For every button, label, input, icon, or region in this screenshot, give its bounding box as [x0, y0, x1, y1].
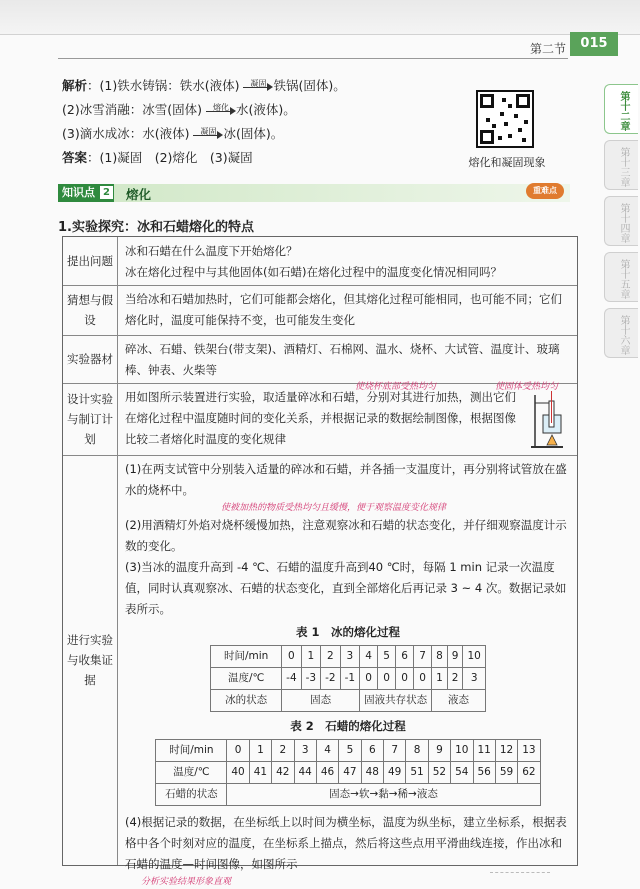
- analysis-block: [62, 74, 442, 170]
- row-design: [63, 383, 577, 456]
- row-hypothesis: [63, 285, 577, 336]
- experiment-title: 1.实验探究：冰和石蜡熔化的特点: [58, 220, 254, 235]
- conduct-note-1: 使被加热的物质受热均匀且缓慢，便于观察温度变化规律: [221, 503, 447, 513]
- answer-label: 答案: [62, 150, 88, 165]
- arrow-icon: 凝固: [243, 82, 273, 92]
- row-label: 进行实验与收集证据: [63, 455, 118, 865]
- hypothesis-text: 当给冰和石蜡加热时，它们可能都会熔化，但其熔化过程可能相同，也可能不同；它们熔化时，温度可能保持不变，也可能发生变化: [125, 292, 562, 327]
- paraffin-melting-table: [155, 739, 540, 806]
- arrow-icon: 凝固: [193, 130, 223, 140]
- chapter-tab-15[interactable]: 第十五章: [604, 252, 638, 302]
- conduct-step-4: (4)根据记录的数据，在坐标纸上以时间为横坐标，温度为纵坐标，建立坐标系，根据表格中各个时刻对应的温度，在坐标系上描点，然后将这些点用平滑曲线连接，作出冰和石蜡的温度—时间图像，如图所示: [125, 815, 567, 871]
- conduct-step-3: (3)当冰的温度升高到 -4 ℃、石蜡的温度升高到40 ℃时，每隔 1 min 记录一次温度值，同时认真观察冰、石蜡的状态变化，直到全部熔化后再记录 3 ~ 4 次。数据记录如表所示。: [125, 560, 567, 616]
- row-label: 实验器材: [63, 335, 118, 383]
- knowledge-point-title: 熔化: [126, 187, 152, 202]
- chapter-tab-14[interactable]: 第十四章: [604, 196, 638, 246]
- conduct-step-1: (1)在两支试管中分别装入适量的碎冰和石蜡，并各插一支温度计，再分别将试管放在盛水的烧杯中。: [125, 462, 567, 497]
- row-question: [63, 237, 577, 286]
- key-difficulty-badge: 重难点: [526, 183, 564, 199]
- design-text: 用如图所示装置进行实验，取适量碎冰和石蜡，分别对其进行加热，测出它们在熔化过程中温度随时间的变化关系，并根据记录的数据绘制图像，根据图像比较二者熔化时温度的变化规律: [125, 390, 516, 446]
- table-row: 温度/℃ 40 41 42 44 46 47 48 49 51 52 54 56 59 62: [156, 762, 540, 784]
- qr-caption: 熔化和凝固现象: [468, 156, 546, 169]
- equipment-note-1: 使烧杯底部受热均匀: [355, 382, 437, 392]
- chapter-tab-16[interactable]: 第十六章: [604, 308, 638, 358]
- table-row: 石蜡的状态 固态→软→黏→稀→液态: [156, 784, 540, 806]
- row-label: 猜想与假设: [63, 285, 118, 335]
- analysis-line-3: (3)滴水成冰：水(液体) 凝固 冰(固体)。: [62, 126, 284, 141]
- equipment-text: 碎冰、石蜡、铁架台(带支架)、酒精灯、石棉网、温水、烧杯、大试管、温度计、玻璃棒、钟表、火柴等: [125, 342, 560, 377]
- conduct-step-2: (2)用酒精灯外焰对烧杯缓慢加热，注意观察冰和石蜡的状态变化，并仔细观察温度计示数的变化。: [125, 518, 567, 553]
- knowledge-point-number: 2: [100, 186, 113, 199]
- knowledge-point-tag: 知识点: [58, 184, 114, 202]
- table-row: 时间/min 0 1 2 3 4 5 6 7 8 9 10: [211, 646, 486, 668]
- table-row: 冰的状态 固态 固液共存状态 液态: [211, 690, 486, 712]
- section-label: 第二节: [529, 42, 566, 56]
- chapter-tab-12[interactable]: 第十二章: [604, 84, 638, 134]
- question-line-2: 冰在熔化过程中与其他固体(如石蜡)在熔化过程中的温度变化情况相同吗？: [125, 265, 502, 279]
- chapter-tabs: [604, 84, 640, 364]
- qr-code-icon[interactable]: [476, 90, 534, 148]
- edge-mark: [490, 872, 550, 877]
- experiment-table: [62, 236, 578, 887]
- analysis-line-1: 解析：(1)铁水铸锅：铁水(液体) 凝固 铁锅(固体)。: [62, 78, 346, 93]
- analysis-line-2: (2)冰雪消融：冰雪(固体) 熔化 水(液体)。: [62, 102, 296, 117]
- table-row: 时间/min 0 1 2 3 4 5 6 7 8 9 10 11 12 13: [156, 740, 540, 762]
- arrow-icon: 熔化: [206, 106, 236, 116]
- page-number: 015: [570, 32, 618, 56]
- row-label: 设计实验与制订计划: [63, 383, 118, 455]
- row-conduct: [63, 455, 577, 887]
- analysis-label: 解析: [62, 78, 88, 93]
- answer-line: 答案：(1)凝固 (2)熔化 (3)凝固: [62, 150, 253, 165]
- equipment-note-2: 使固体受热均匀: [495, 382, 559, 392]
- chapter-tab-13[interactable]: 第十三章: [604, 140, 638, 190]
- table-2-caption: 表 2 石蜡的熔化过程: [290, 719, 406, 733]
- table-row: 温度/℃ -4 -3 -2 -1 0 0 0 0 1 2 3: [211, 668, 486, 690]
- row-equipment: [63, 335, 577, 392]
- question-line-1: 冰和石蜡在什么温度下开始熔化？: [125, 244, 298, 258]
- header-rule: [58, 58, 568, 59]
- table-1-caption: 表 1 冰的熔化过程: [295, 625, 400, 639]
- row-label: 提出问题: [63, 237, 118, 285]
- conduct-note-4: 分析实验结果形象直观: [141, 877, 232, 887]
- ice-melting-table: [210, 645, 486, 712]
- header-band: [0, 0, 640, 35]
- apparatus-diagram: [527, 389, 567, 449]
